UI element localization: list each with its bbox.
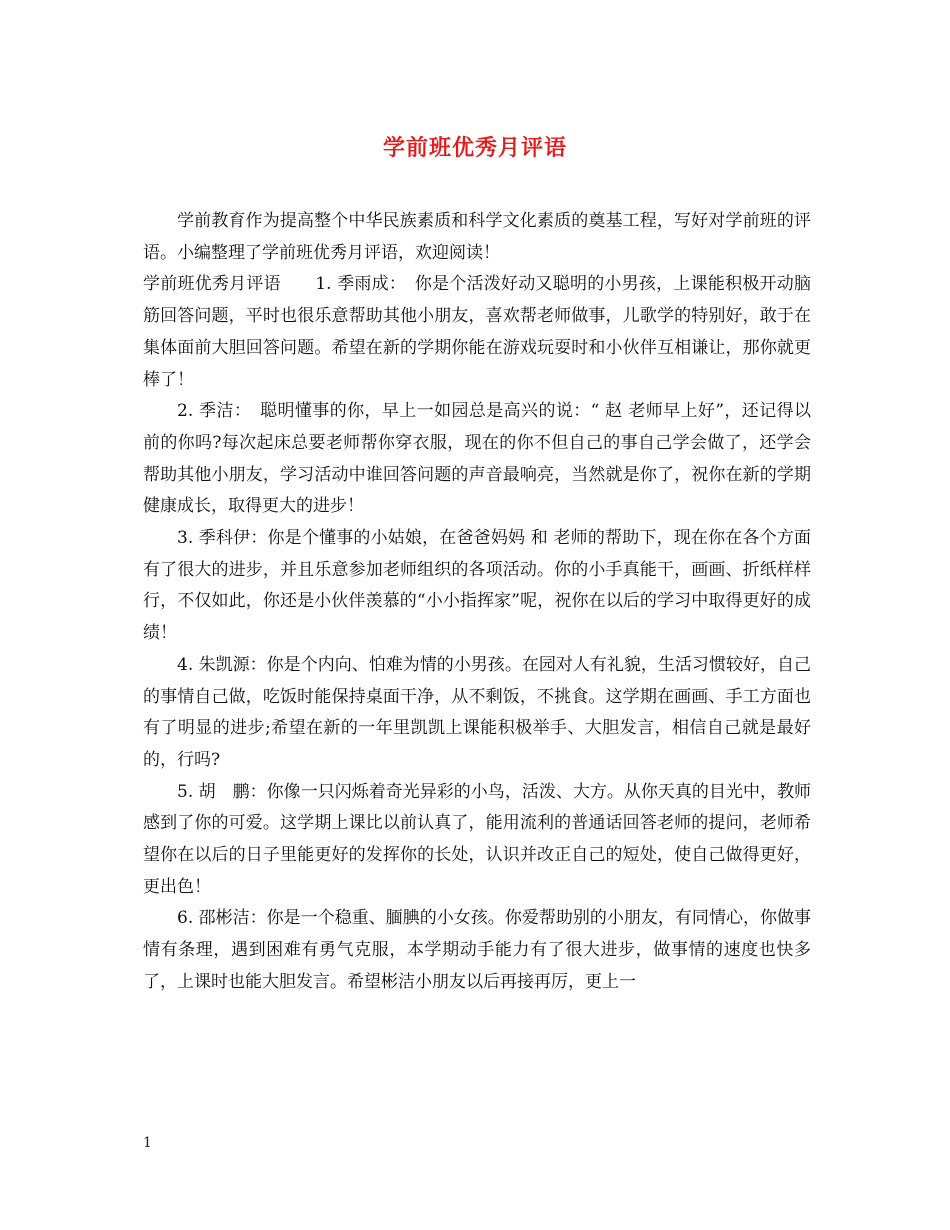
paragraph-comment-2: 2. 季洁： 聪明懂事的你，早上一如园总是高兴的说：“ 赵 老师早上好”，还记得以前的你吗?每次起床总要老师帮你穿衣服，现在的你不但自己的事自己学会做了，还学会帮助其他小朋友，学习活动中谁回答问题的声音最响亮，当然就是你了，祝你在新的学期健康成长，取得更大的进步！ [143,401,811,517]
paragraph-comment-5: 5. 胡 鹏：你像一只闪烁着奇光异彩的小鸟，活泼、大方。从你天真的目光中，教师感到了你的可爱。这学期上课比以前认真了，能用流利的普通话回答老师的提问，老师希望你在以后的日子里能更好的发挥你的长处，认识并改正自己的短处，使自己做得更好，更出色！ [143,781,811,897]
document-title: 学前班优秀月评语 [382,135,567,161]
page-number: 1 [143,1135,152,1151]
paragraph-comment-1: 学前班优秀月评语 1. 季雨成： 你是个活泼好动又聪明的小男孩，上课能积极开动脑筋回答问题，平时也很乐意帮助其他小朋友，喜欢帮老师做事，儿歌学的特别好，敢于在集体面前大胆回答问题。希望在新的学期你能在游戏玩耍时和小伙伴互相谦让，那你就更棒了！ [143,274,811,390]
paragraph-comment-6: 6. 邵彬洁：你是一个稳重、腼腆的小女孩。你爱帮助别的小朋友，有同情心，你做事情有条理，遇到困难有勇气克服，本学期动手能力有了很大进步，做事情的速度也快多了，上课时也能大胆发言。希望彬洁小朋友以后再接再厉，更上一 [143,908,811,992]
paragraph-intro: 学前教育作为提高整个中华民族素质和科学文化素质的奠基工程，写好对学前班的评语。小编整理了学前班优秀月评语，欢迎阅读！ [143,211,811,263]
document-body [143,206,811,999]
paragraph-comment-4: 4. 朱凯源：你是个内向、怕难为情的小男孩。在园对人有礼貌，生活习惯较好，自己的事情自己做，吃饭时能保持桌面干净，从不剩饭，不挑食。这学期在画画、手工方面也有了明显的进步;希望在新的一年里凯凯上课能积极举手、大胆发言，相信自己就是最好的，行吗? [143,654,811,770]
paragraph-comment-3: 3. 季科伊：你是个懂事的小姑娘，在爸爸妈妈 和 老师的帮助下，现在你在各个方面有了很大的进步，并且乐意参加老师组织的各项活动。你的小手真能干，画画、折纸样样行，不仅如此，你还是小伙伴羡慕的“小小指挥家”呢，祝你在以后的学习中取得更好的成绩！ [143,528,811,644]
